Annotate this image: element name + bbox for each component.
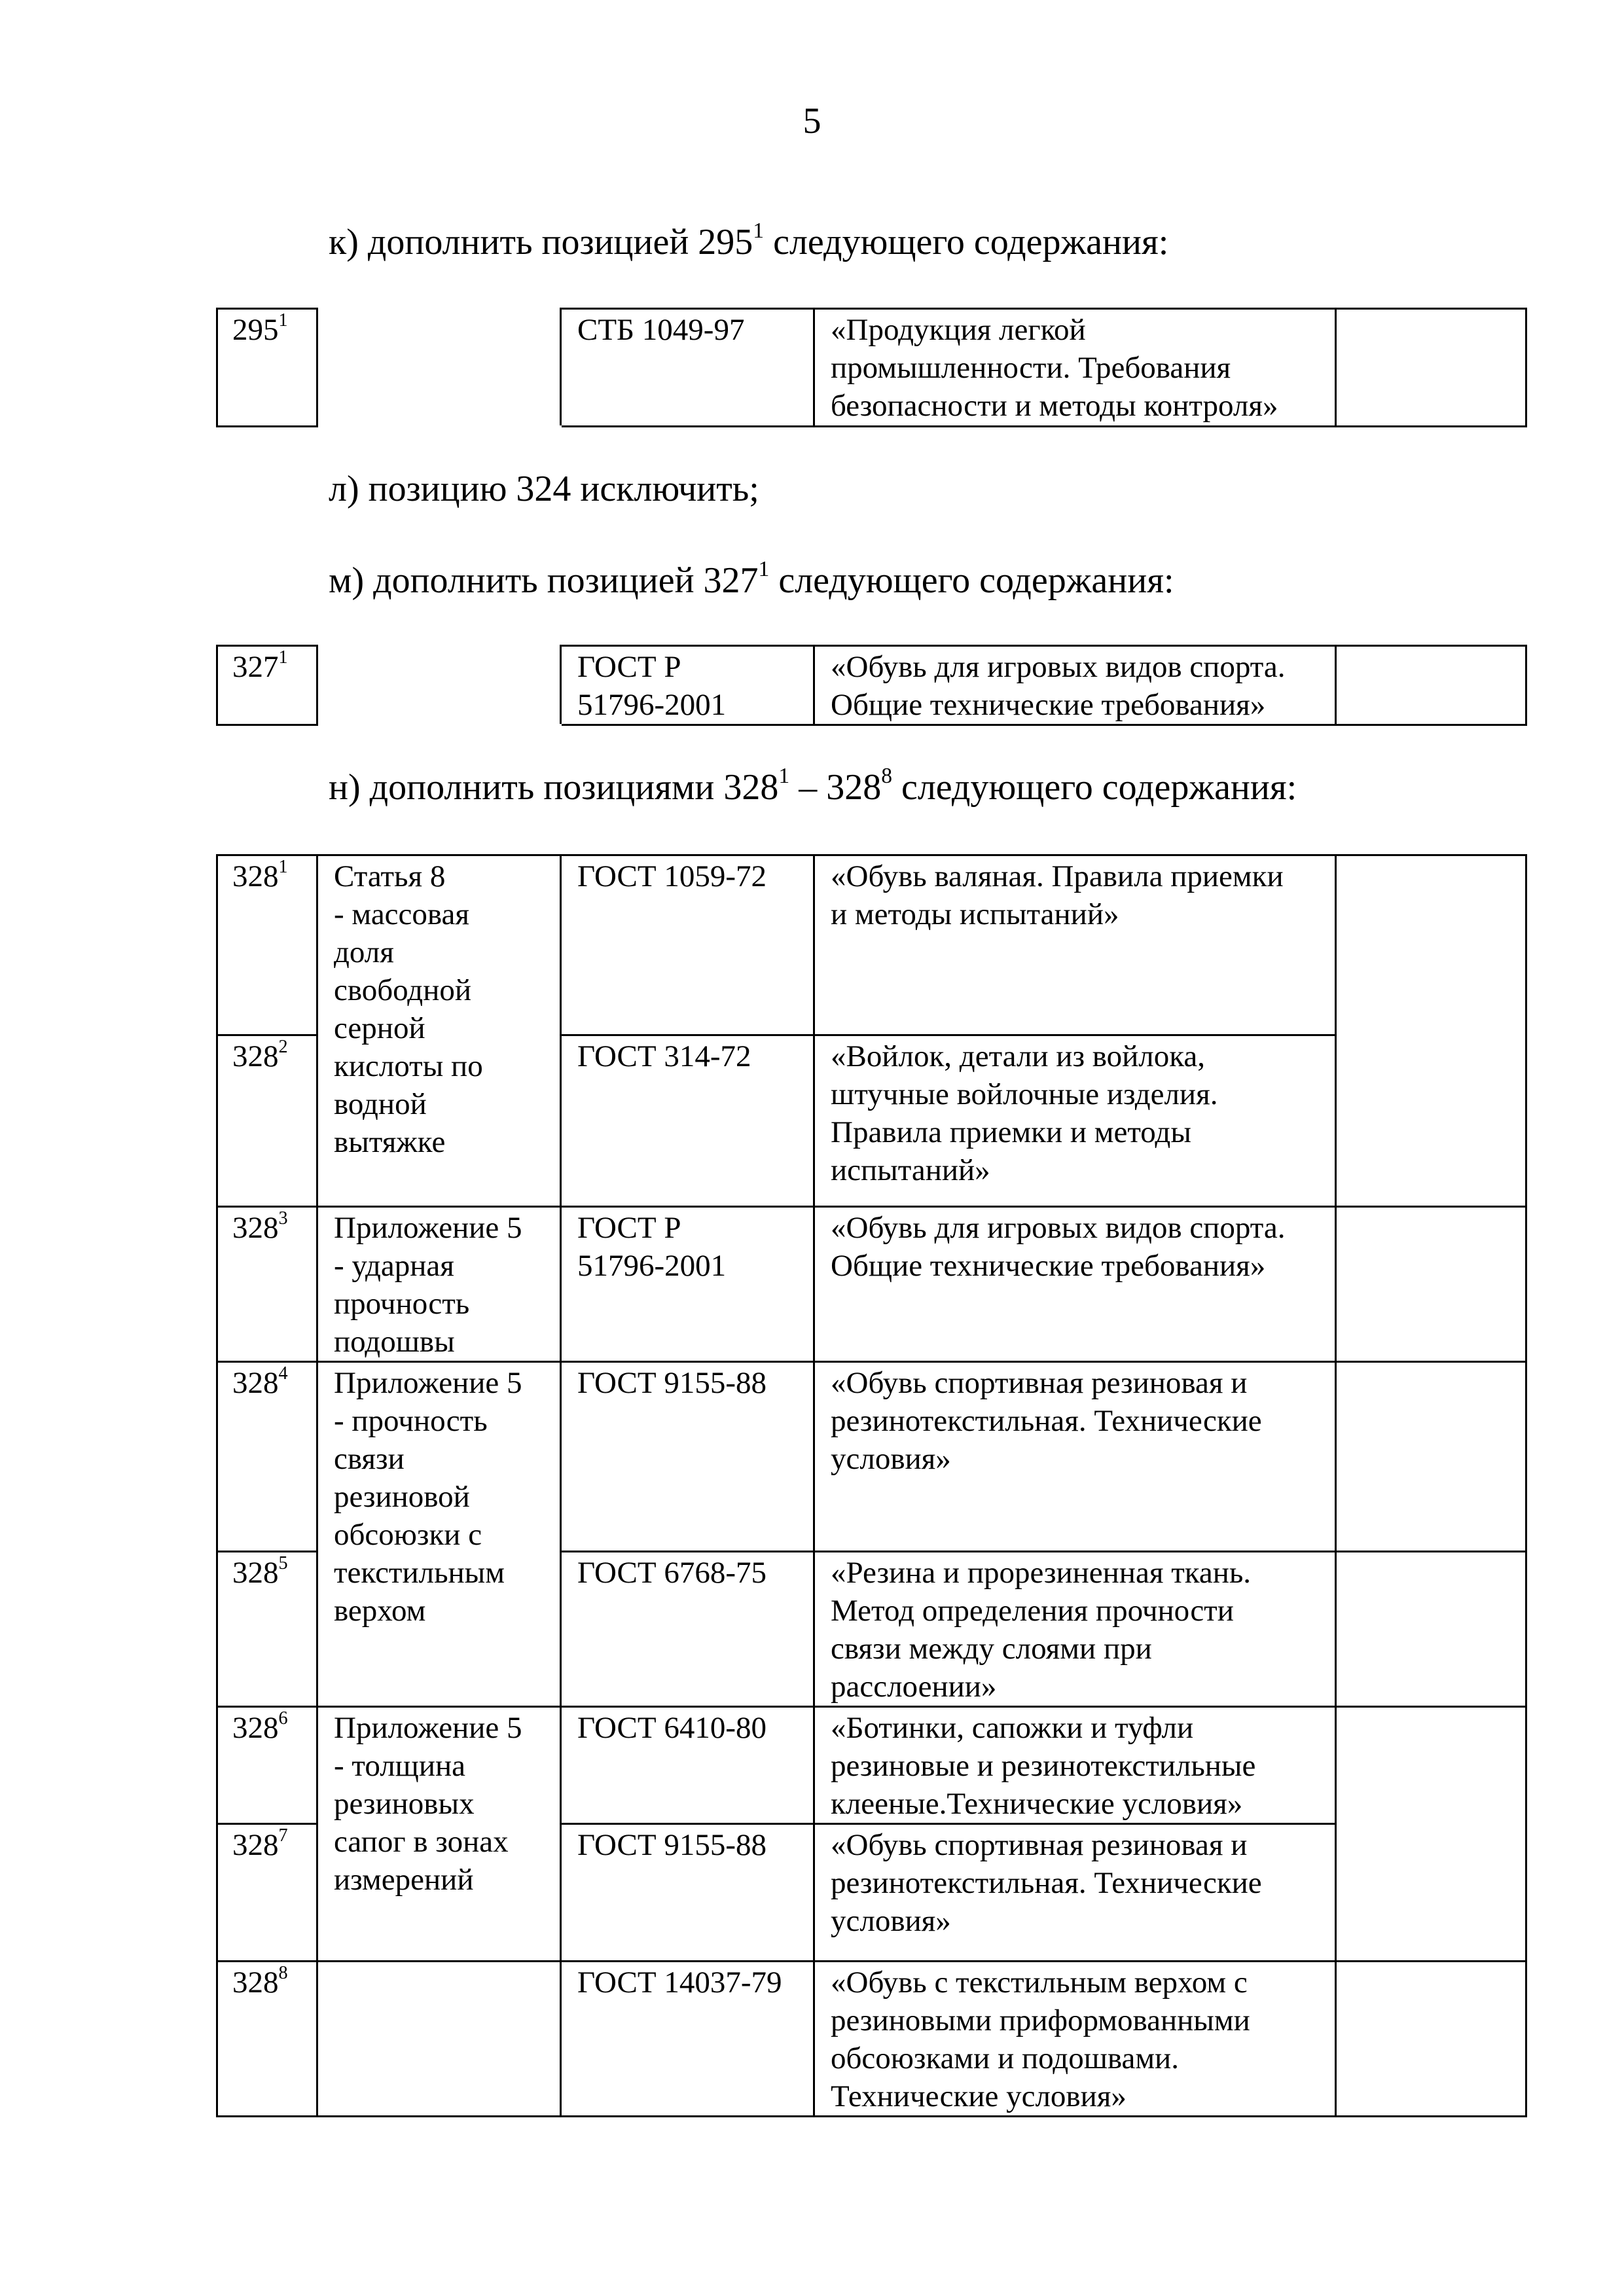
standard-title: «Войлок, детали из войлока, штучные войлочные изделия. Правила приемки и методы испытаний»	[814, 1035, 1336, 1207]
requirement-cell: Приложение 5 - ударная прочность подошвы	[317, 1207, 561, 1362]
table-positions-328	[216, 854, 1527, 2117]
empty-cell	[1336, 646, 1526, 725]
empty-cell	[1336, 1362, 1526, 1552]
position-number: $328^1$	[217, 855, 317, 1035]
position-number: $328^3$	[217, 1207, 317, 1362]
empty-cell	[317, 646, 561, 725]
standard-title: «Обувь с текстильным верхом с резиновыми приформованными обсоюзками и подошвами. Технические условия»	[814, 1962, 1336, 2117]
standard-title: «Продукция легкой промышленности. Требования безопасности и методы контроля»	[814, 309, 1336, 427]
requirement-cell: Приложение 5 - прочность связи резиновой обсоюзки с текстильным верхом	[317, 1362, 561, 1707]
empty-cell	[1336, 309, 1526, 427]
requirement-cell: Приложение 5 - толщина резиновых сапог в зонах измерений	[317, 1707, 561, 1962]
position-number: $327^1$	[217, 646, 317, 725]
table-row	[217, 855, 1526, 1035]
table-position-295-1	[216, 308, 1527, 427]
position-number: $295^1$	[217, 309, 317, 427]
standard-title: «Обувь для игровых видов спорта. Общие технические требования»	[814, 646, 1336, 725]
instruction-n: н) дополнить позициями $328^1 - 328^8$ следующего содержания:	[329, 763, 1297, 808]
empty-cell	[1336, 1707, 1526, 1962]
empty-cell	[1336, 855, 1526, 1207]
table-row	[217, 309, 1526, 427]
standard-code: ГОСТ 9155-88	[561, 1362, 814, 1552]
standard-title: «Ботинки, сапожки и туфли резиновые и резинотекстильные клееные.Технические условия»	[814, 1707, 1336, 1824]
table-row	[217, 1362, 1526, 1552]
table-row	[217, 1962, 1526, 2117]
position-number: $328^6$	[217, 1707, 317, 1824]
table-row	[217, 646, 1526, 725]
table-position-327-1	[216, 645, 1527, 726]
empty-cell	[1336, 1962, 1526, 2117]
position-number: $328^2$	[217, 1035, 317, 1207]
standard-title: «Обувь валяная. Правила приемки и методы испытаний»	[814, 855, 1336, 1035]
page-number: 5	[803, 101, 821, 141]
instruction-k: к) дополнить позицией $295^1$ следующего содержания:	[329, 218, 1169, 262]
standard-title: «Резина и прорезиненная ткань. Метод определения прочности связи между слоями при расслоении»	[814, 1552, 1336, 1707]
table-row	[217, 1207, 1526, 1362]
standard-code: ГОСТ 9155-88	[561, 1824, 814, 1962]
empty-cell	[1336, 1552, 1526, 1707]
instruction-m: м) дополнить позицией $327^1$ следующего содержания:	[329, 556, 1174, 601]
standard-title: «Обувь спортивная резиновая и резинотекстильная. Технические условия»	[814, 1362, 1336, 1552]
position-number: $328^5$	[217, 1552, 317, 1707]
position-number: $328^7$	[217, 1824, 317, 1962]
standard-code: ГОСТ 1059-72	[561, 855, 814, 1035]
standard-code: ГОСТ 314-72	[561, 1035, 814, 1207]
standard-code: ГОСТ 6768-75	[561, 1552, 814, 1707]
standard-code: ГОСТ 6410-80	[561, 1707, 814, 1824]
table-row	[217, 1707, 1526, 1824]
standard-code: СТБ 1049-97	[561, 309, 814, 427]
requirement-cell: Статья 8 - массовая доля свободной серной кислоты по водной вытяжке	[317, 855, 561, 1207]
empty-cell	[317, 309, 561, 427]
standard-title: «Обувь спортивная резиновая и резинотекстильная. Технические условия»	[814, 1824, 1336, 1962]
empty-cell	[317, 1962, 561, 2117]
empty-cell	[1336, 1207, 1526, 1362]
position-number: $328^8$	[217, 1962, 317, 2117]
standard-code: ГОСТ 14037-79	[561, 1962, 814, 2117]
standard-code: ГОСТ Р 51796-2001	[561, 1207, 814, 1362]
standard-title: «Обувь для игровых видов спорта. Общие технические требования»	[814, 1207, 1336, 1362]
instruction-l: л) позицию 324 исключить;	[329, 469, 759, 509]
position-number: $328^4$	[217, 1362, 317, 1552]
standard-code: ГОСТ Р 51796-2001	[561, 646, 814, 725]
